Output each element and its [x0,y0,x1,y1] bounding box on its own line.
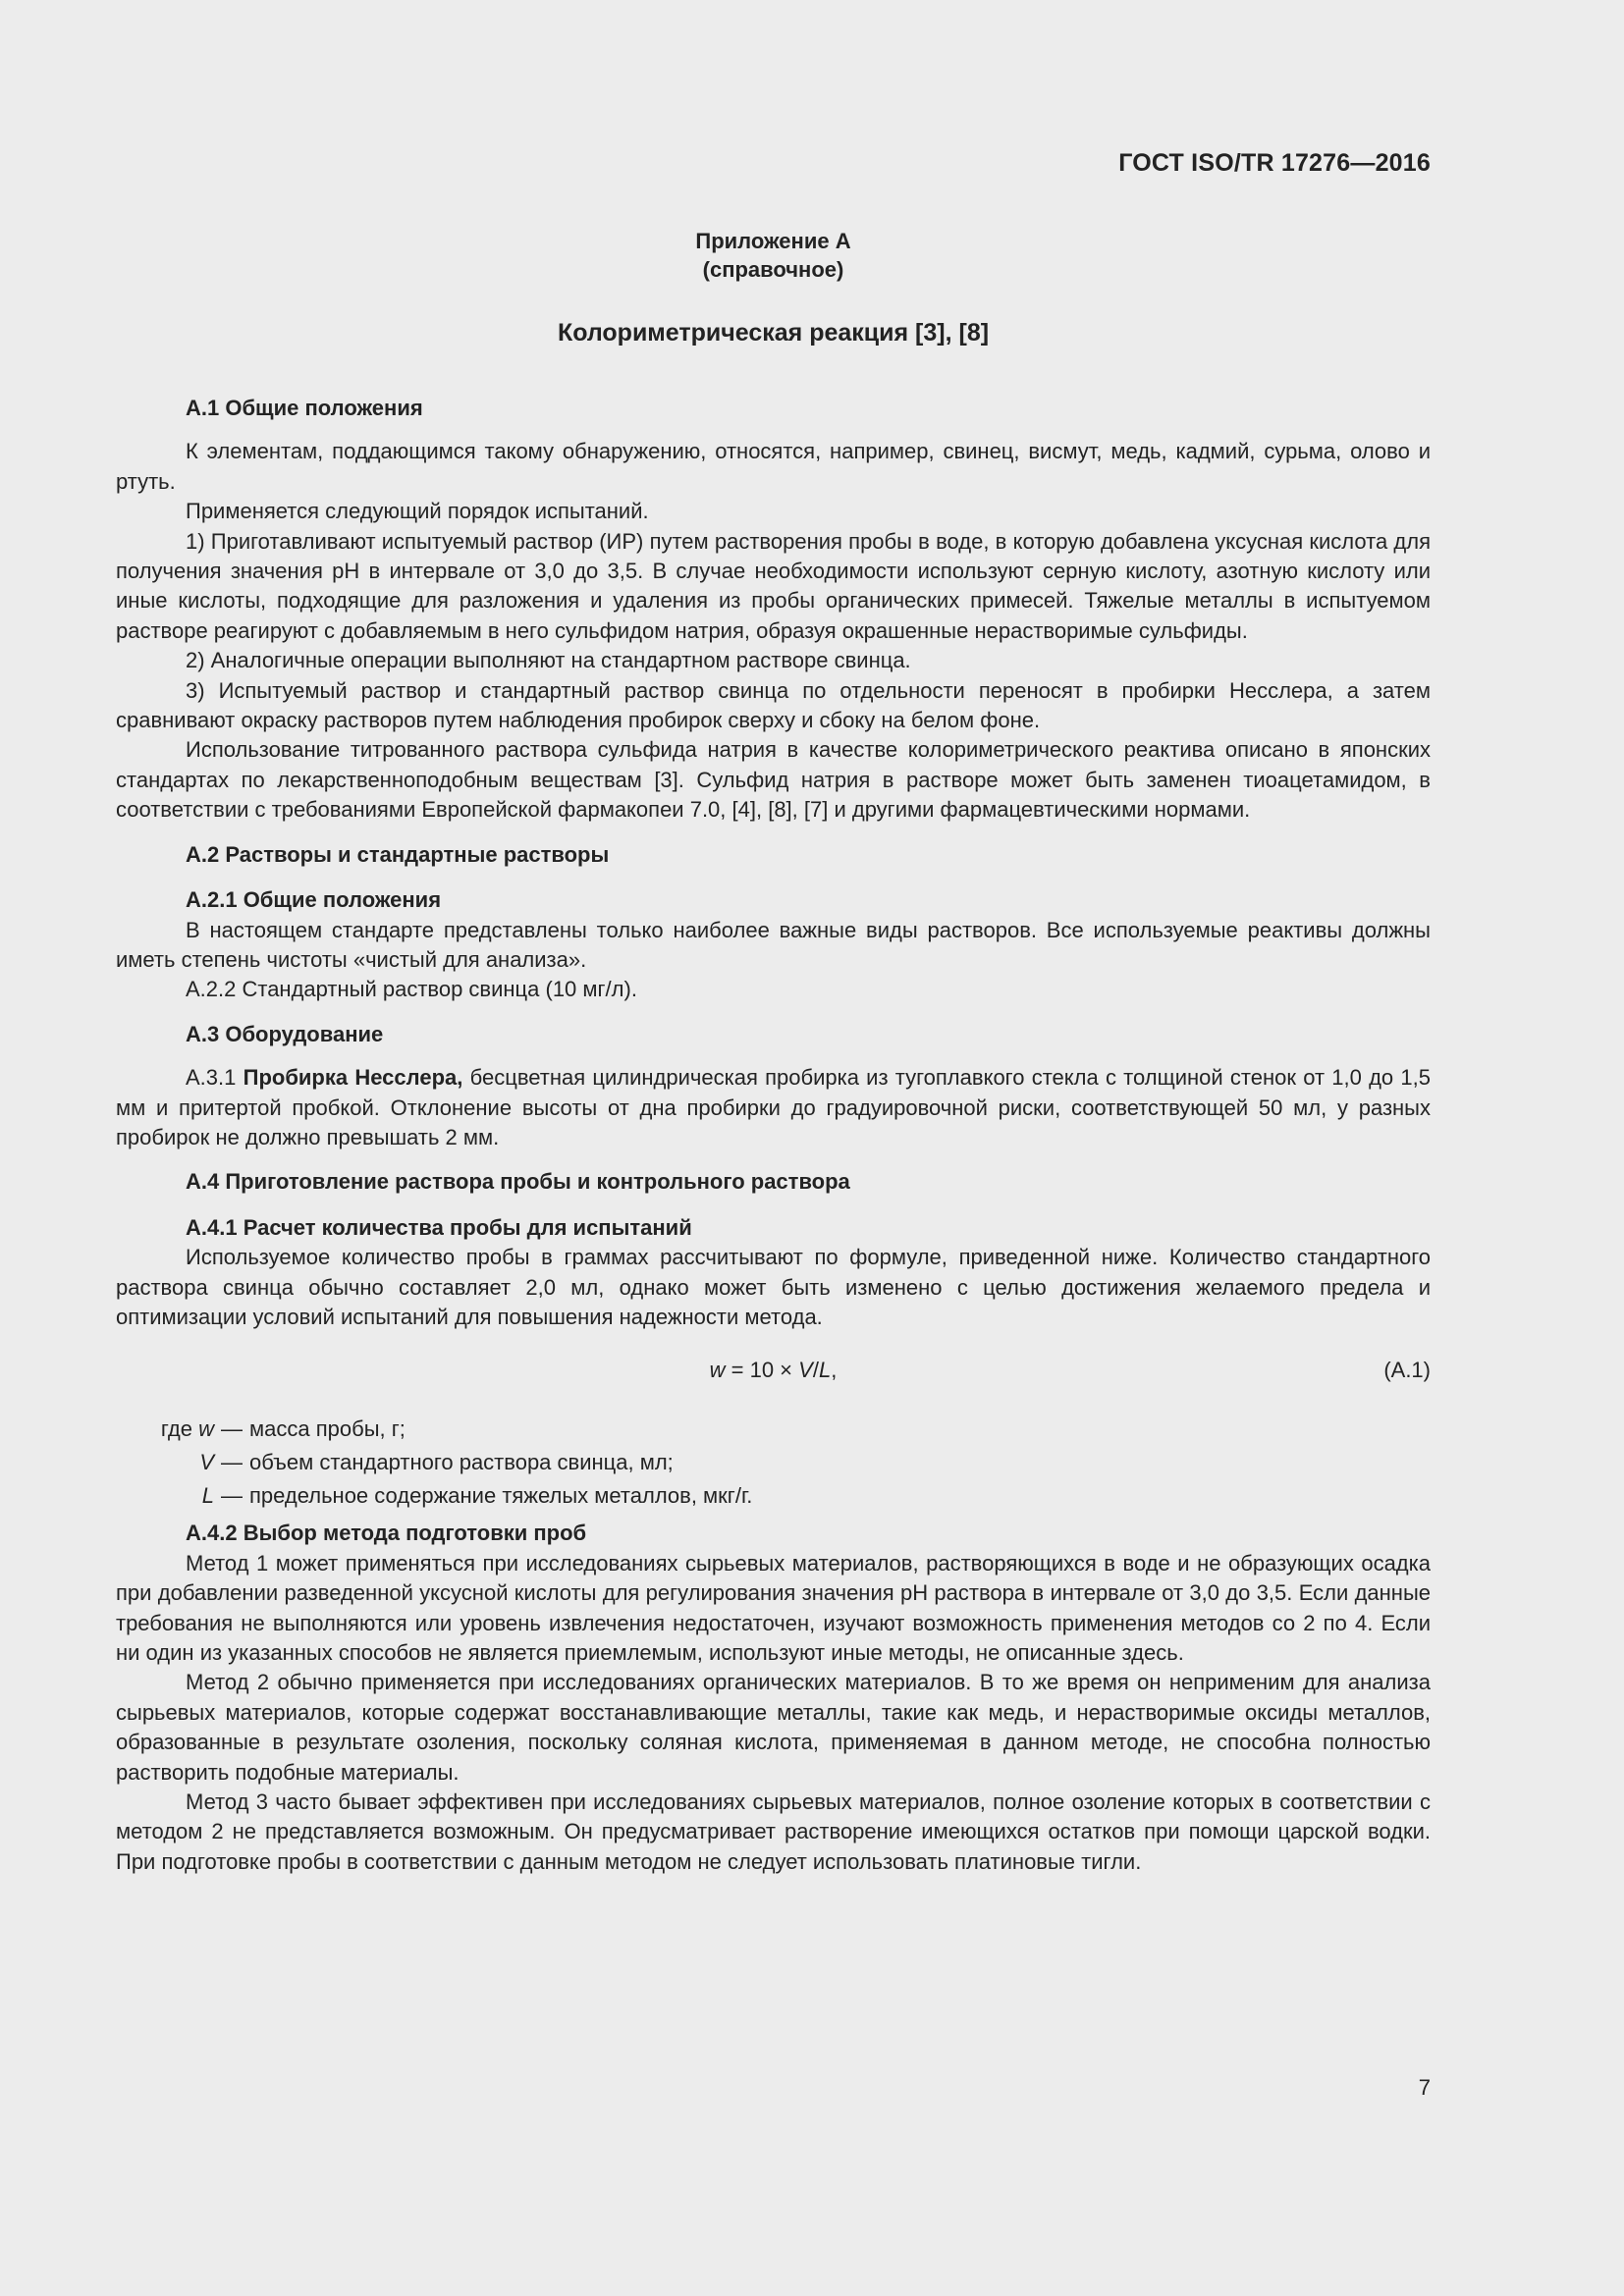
section-heading-a3: А.3 Оборудование [186,1021,384,1046]
section-heading-a1: А.1 Общие положения [186,396,423,420]
legend-row: где w — масса пробы, г; [160,1416,406,1442]
section-heading-a2: А.2 Растворы и стандартные растворы [186,841,610,867]
paragraph: Использование титрованного раствора сульфида натрия в качестве колориметрического реактива описано в японских стандартах по лекарственноподобным веществам [3]. Сульфид натрия в растворе может быть заменен тиоацетамидом, в соответствии с требованиями Европейской фармакопеи 7.0, [4], [8], [7] и другими фармацевтическими нормами. [116,737,1431,823]
annex-label: Приложение А [695,229,851,253]
page-title: Колориметрическая реакция [3], [8] [557,319,990,347]
paragraph: 1) Приготавливают испытуемый раствор (ИР) путем растворения пробы в воде, в которую добавлена уксусная кислота для получения значения pH в интервале от 3,0 до 3,5. В случае необходимости используют серную кислоту, азотную кислоту или иные кислоты, подходящие для разложения и удаления из пробы органических примесей. Тяжелые металлы в испытуемом растворе реагируют с добавляемым в него сульфидом натрия, образуя окрашенные нерастворимые сульфиды. [116,528,1431,643]
term: Пробирка Несслера, [243,1065,463,1091]
paragraph: В настоящем стандарте представлены только наиболее важные виды растворов. Все используемые реактивы должны иметь степень чистоты «чистый для анализа». [116,917,1431,972]
formula-expression: w = 10 × V/L, [709,1358,838,1383]
paragraph: 2) Аналогичные операции выполняют на стандартном растворе свинца. [186,648,911,673]
standard-designation: ГОСТ ISO/TR 17276—2016 [1118,149,1431,177]
subsection-heading-a42: А.4.2 Выбор метода подготовки проб [186,1521,587,1546]
annex-title [116,227,1431,284]
paragraph: Метод 2 обычно применяется при исследованиях органических материалов. В то же время он неприменим для анализа сырьевых материалов, которые содержат восстанавливающие металлы, такие как медь, и нерастворимые оксиды металлов, образованные в результате озоления, поскольку соляная кислота, применяемая в данном методе, не способна полностью растворить подобные материалы. [116,1670,1431,1785]
paragraph: Метод 1 может применяться при исследованиях сырьевых материалов, растворяющихся в воде и не образующих осадка при добавлении разведенной уксусной кислоты для регулирования значения pH раствора в интервале от 3,0 до 3,5. Если данные требования не выполняются или уровень извлечения недостаточен, изучают возможность применения методов со 2 по 4. Если ни один из указанных способов не является приемлемым, используют иные методы, не описанные здесь. [116,1550,1431,1665]
legend-row: V — объем стандартного раствора свинца, мл; [199,1450,674,1475]
paragraph: Используемое количество пробы в граммах рассчитывают по формуле, приведенной ниже. Количество стандартного раствора свинца обычно составляет 2,0 мл, однако может быть изменено с целью достижения желаемого предела и оптимизации условий испытаний для повышения надежности метода. [116,1245,1431,1329]
subsection-heading-a41: А.4.1 Расчет количества пробы для испытаний [186,1214,692,1240]
annex-type: (справочное) [702,257,844,282]
paragraph: 3) Испытуемый раствор и стандартный раствор свинца по отдельности переносят в пробирки Несслера, а затем сравнивают окраску растворов путем наблюдения пробирок сверху и сбоку на белом фоне. [116,677,1431,733]
paragraph-nessler-tube [116,1063,1431,1152]
document-page [116,0,1431,2296]
page-number: 7 [1418,2075,1431,2100]
subsection-heading-a21: А.2.1 Общие положения [186,887,442,913]
section-heading-a4: А.4 Приготовление раствора пробы и контрольного раствора [186,1169,850,1195]
formula-a1 [116,1356,1431,1385]
legend-row: L — предельное содержание тяжелых металлов, мкг/г. [201,1483,753,1509]
clause-number: А.3.1 [186,1065,237,1091]
formula-legend [116,1413,1431,1513]
paragraph: К элементам, поддающимся такому обнаружению, относятся, например, свинец, висмут, медь, кадмий, сурьма, олово и ртуть. [116,439,1431,494]
formula-number: (А.1) [1383,1358,1431,1383]
paragraph: А.2.2 Стандартный раствор свинца (10 мг/л). [186,977,637,1002]
paragraph: Применяется следующий порядок испытаний. [186,499,649,524]
paragraph: Метод 3 часто бывает эффективен при исследованиях сырьевых материалов, полное озоление которых в соответствии с методом 2 не представляется возможным. Он предусматривает растворение имеющихся остатков при помощи царской водки. При подготовке пробы в соответствии с данным методом не следует использовать платиновые тигли. [116,1789,1431,1874]
clause-text: бесцветная цилиндрическая пробирка из тугоплавкого стекла с толщиной стенок от 1,0 до 1,5 мм и притертой пробкой. Отклонение высоты от дна пробирки до градуировочной риски, соответствующей 50 мл, у разных пробирок не должно превышать 2 мм. [116,1065,1431,1149]
document-body [116,394,1431,1877]
